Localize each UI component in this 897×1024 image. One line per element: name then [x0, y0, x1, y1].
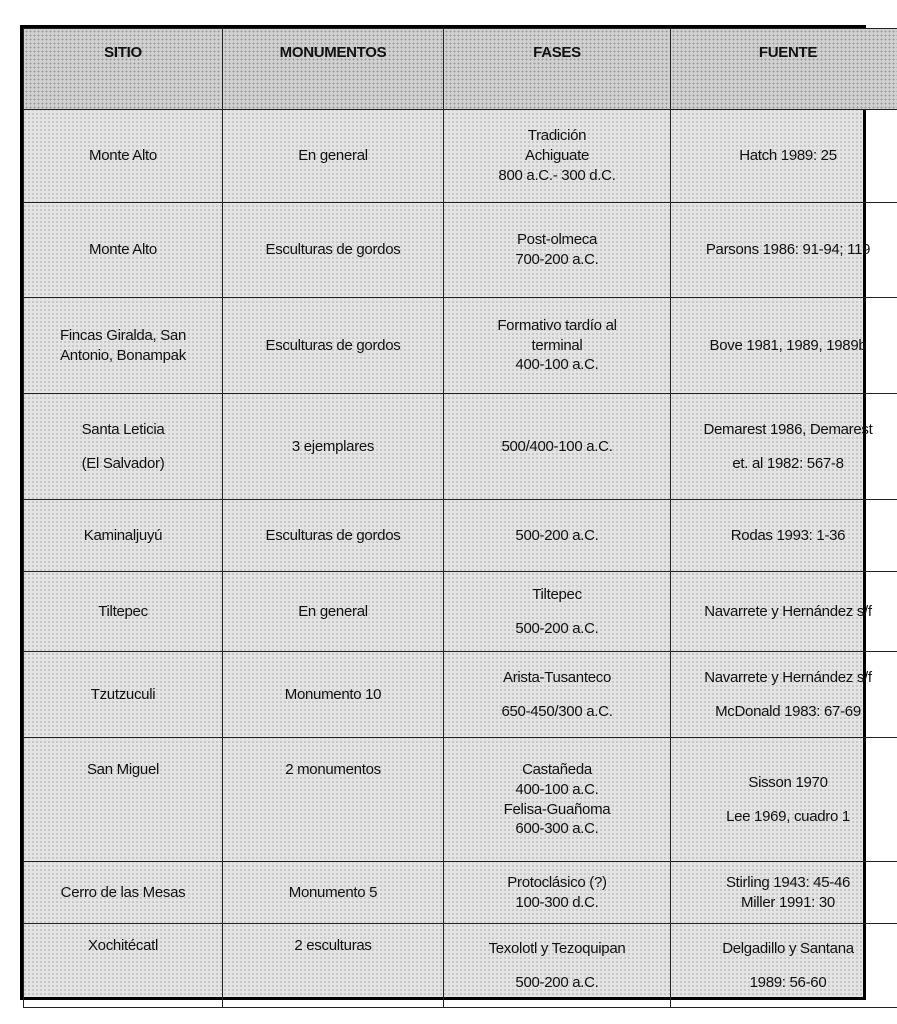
- table-row: [24, 572, 897, 652]
- header-row: [24, 29, 897, 110]
- cell-sitio: San Miguel: [24, 738, 223, 862]
- table-row: [24, 500, 897, 572]
- header-fuente: FUENTE: [671, 29, 897, 110]
- cell-sitio: Monte Alto: [24, 203, 223, 298]
- sites-table: [23, 28, 897, 1008]
- cell-sitio: Cerro de las Mesas: [24, 862, 223, 924]
- cell-fases: Texolotl y Tezoquipan 500-200 a.C.: [444, 924, 671, 1008]
- cell-sitio: Kaminaljuyú: [24, 500, 223, 572]
- cell-monumentos: Monumento 10: [223, 652, 444, 738]
- cell-monumentos: Monumento 5: [223, 862, 444, 924]
- cell-sitio: Xochitécatl: [24, 924, 223, 1008]
- cell-sitio: Santa Leticia (El Salvador): [24, 394, 223, 500]
- cell-monumentos: Esculturas de gordos: [223, 298, 444, 394]
- cell-fases: Post-olmeca 700-200 a.C.: [444, 203, 671, 298]
- cell-fuente: Bove 1981, 1989, 1989b: [671, 298, 897, 394]
- cell-sitio: Fincas Giralda, San Antonio, Bonampak: [24, 298, 223, 394]
- table-row: [24, 738, 897, 862]
- header-sitio: SITIO: [24, 29, 223, 110]
- cell-monumentos: En general: [223, 110, 444, 203]
- cell-fases: Arista-Tusanteco 650-450/300 a.C.: [444, 652, 671, 738]
- cell-fuente: Parsons 1986: 91-94; 119: [671, 203, 897, 298]
- cell-fases: Formativo tardío al terminal 400-100 a.C.: [444, 298, 671, 394]
- table-row: [24, 652, 897, 738]
- cell-sitio: Monte Alto: [24, 110, 223, 203]
- cell-monumentos: Esculturas de gordos: [223, 500, 444, 572]
- cell-fuente: Demarest 1986, Demarest et. al 1982: 567-8: [671, 394, 897, 500]
- table-frame: [20, 25, 873, 1000]
- table-row: [24, 924, 897, 1008]
- cell-fuente: Sisson 1970 Lee 1969, cuadro 1: [671, 738, 897, 862]
- cell-monumentos: En general: [223, 572, 444, 652]
- header-monumentos: MONUMENTOS: [223, 29, 444, 110]
- cell-fases: 500-200 a.C.: [444, 500, 671, 572]
- cell-fases: Protoclásico (?) 100-300 d.C.: [444, 862, 671, 924]
- cell-monumentos: Esculturas de gordos: [223, 203, 444, 298]
- table-row: [24, 394, 897, 500]
- header-fases: FASES: [444, 29, 671, 110]
- cell-monumentos: 2 monumentos: [223, 738, 444, 862]
- table-row: [24, 298, 897, 394]
- cell-fuente: Navarrete y Hernández s/f: [671, 572, 897, 652]
- cell-fuente: Rodas 1993: 1-36: [671, 500, 897, 572]
- table-row: [24, 862, 897, 924]
- cell-fases: Tiltepec 500-200 a.C.: [444, 572, 671, 652]
- table-row: [24, 110, 897, 203]
- cell-fuente: Navarrete y Hernández s/f McDonald 1983: 67-69: [671, 652, 897, 738]
- cell-fuente: Hatch 1989: 25: [671, 110, 897, 203]
- cell-monumentos: 3 ejemplares: [223, 394, 444, 500]
- cell-monumentos: 2 esculturas: [223, 924, 444, 1008]
- cell-fuente: Delgadillo y Santana 1989: 56-60: [671, 924, 897, 1008]
- cell-fases: Tradición Achiguate 800 a.C.- 300 d.C.: [444, 110, 671, 203]
- cell-sitio: Tzutzuculi: [24, 652, 223, 738]
- table-row: [24, 203, 897, 298]
- cell-fases: Castañeda 400-100 a.C. Felisa-Guañoma 600-300 a.C.: [444, 738, 671, 862]
- cell-fases: 500/400-100 a.C.: [444, 394, 671, 500]
- cell-fuente: Stirling 1943: 45-46 Miller 1991: 30: [671, 862, 897, 924]
- cell-sitio: Tiltepec: [24, 572, 223, 652]
